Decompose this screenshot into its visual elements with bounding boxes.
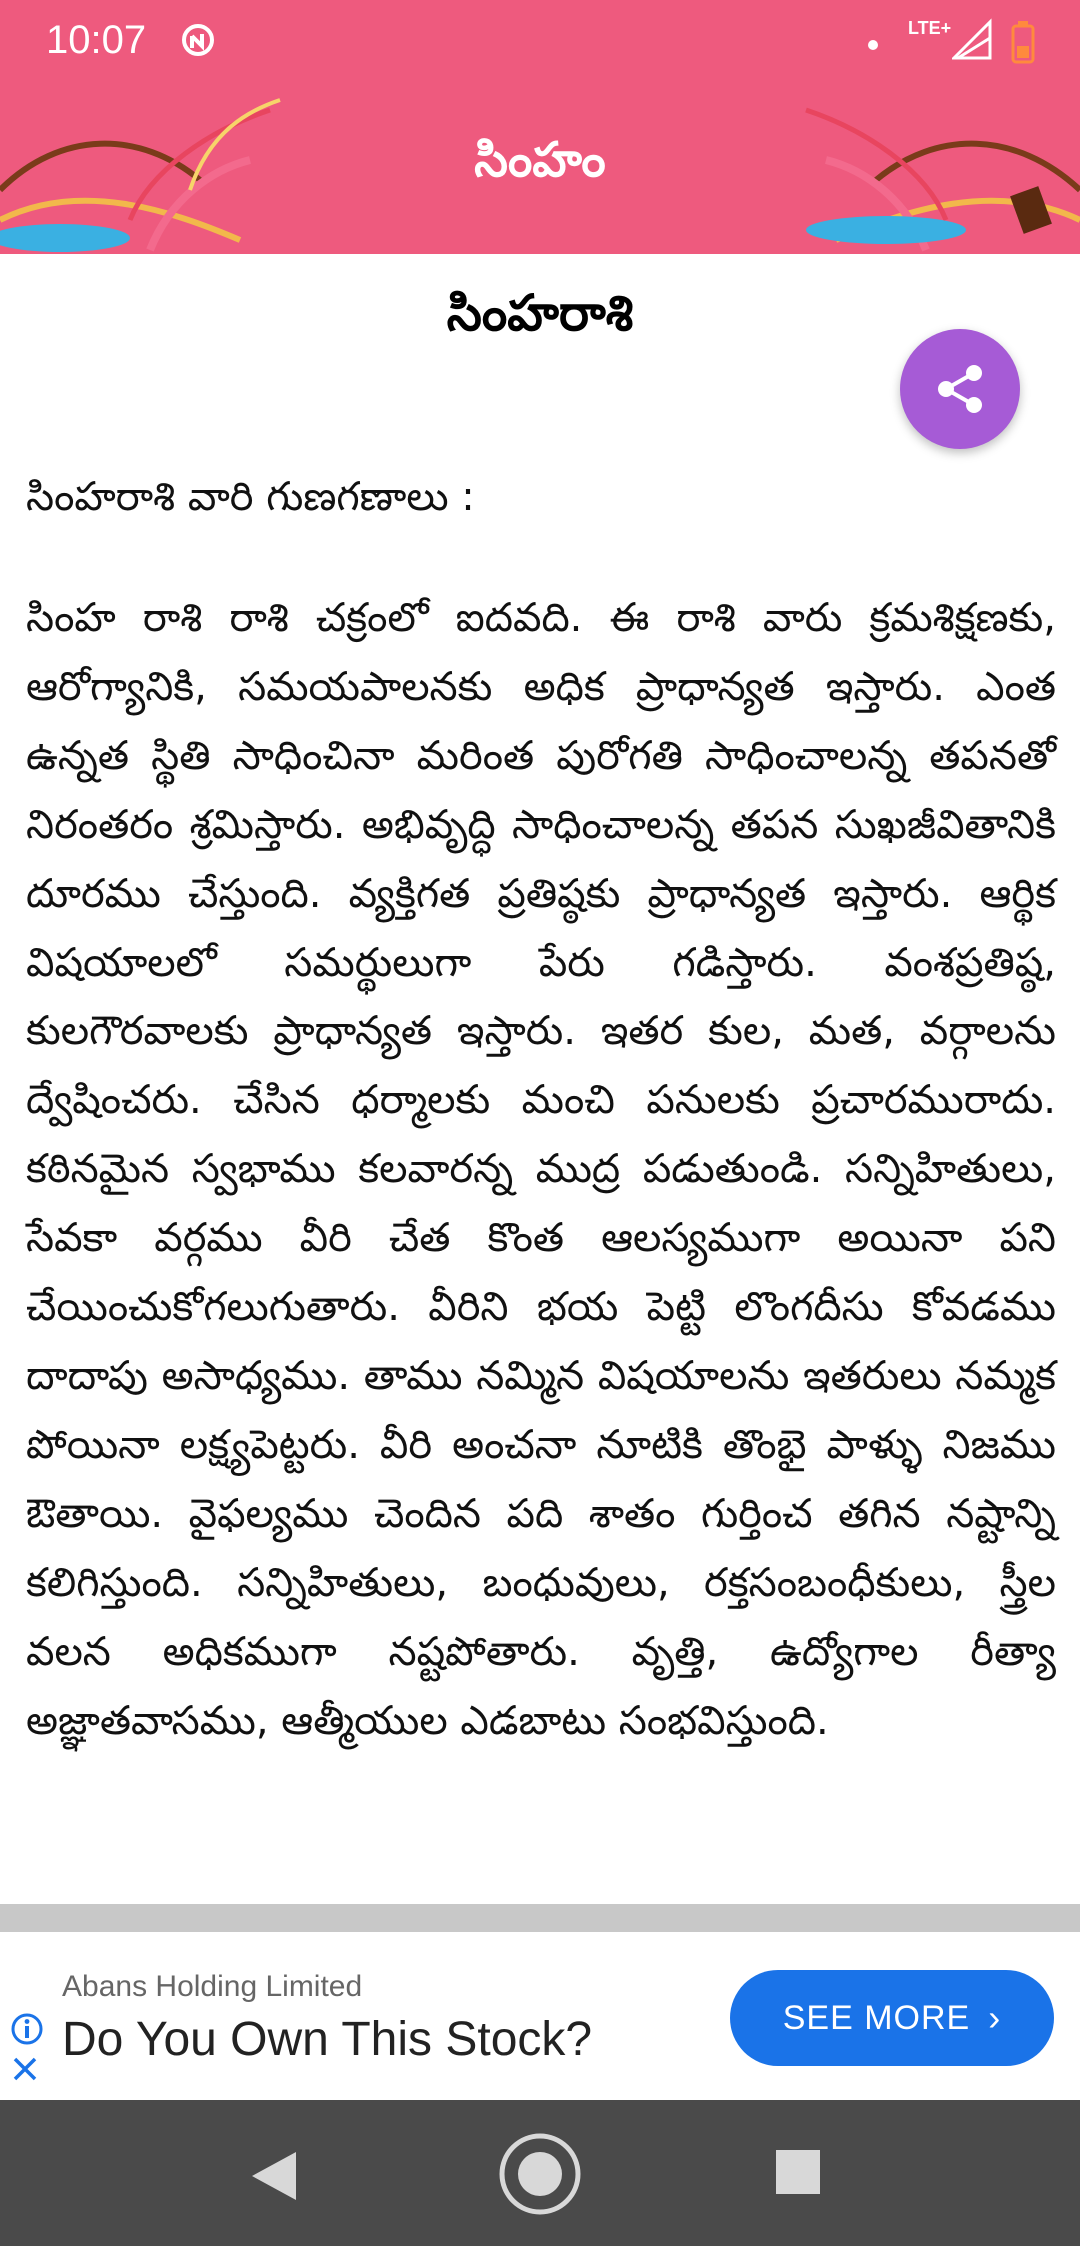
article-subheading: సింహరాశి వారి గుణగణాలు : (26, 474, 475, 520)
chevron-right-icon: › (988, 1997, 1002, 2038)
network-type: LTE+ (908, 18, 952, 38)
ad-headline[interactable]: Do You Own This Stock? (62, 2013, 593, 2066)
share-icon (930, 359, 990, 419)
status-time: 10:07 (46, 18, 147, 62)
ad-info-icon[interactable] (10, 2012, 44, 2046)
nav-back-icon[interactable] (246, 2148, 302, 2204)
ad-close-icon[interactable] (10, 2054, 40, 2084)
ad-divider (0, 1904, 1080, 1932)
ad-banner[interactable] (0, 1932, 1080, 2100)
notification-dot (868, 40, 878, 50)
ad-advertiser: Abans Holding Limited (62, 1970, 363, 2003)
app-header (0, 0, 1080, 254)
nav-home-icon[interactable] (498, 2132, 582, 2216)
system-nav-bar (0, 2100, 1080, 2246)
ad-cta-label: SEE MORE (782, 1998, 971, 2037)
article-content[interactable] (0, 254, 1080, 1904)
notification-app-icon (180, 22, 216, 58)
article-heading: సింహరాశి (446, 284, 634, 342)
share-button[interactable] (900, 329, 1020, 449)
signal-icon (952, 18, 992, 62)
app-title: సింహం (474, 132, 606, 188)
battery-icon (1010, 20, 1036, 64)
ad-cta-button[interactable] (730, 1970, 1054, 2066)
nav-recents-icon[interactable] (774, 2148, 822, 2196)
article-body: సింహ రాశి రాశి చక్రంలో ఐదవది. ఈ రాశి వారు క్రమశిక్షణకు, ఆరోగ్యానికి, సమయపాలనకు అధిక ప్రాధాన్యత ఇస్తారు. ఎంత ఉన్నత స్థితి సాధించినా మరింత పురోగతి సాధించాలన్న తపనతో నిరంతరం శ్రమిస్తారు. అభివృద్ధి సాధించాలన్న తపన సుఖజీవితానికి దూరము చేస్తుంది. వ్యక్తిగత ప్రతిష్ఠకు ప్రాధాన్యత ఇస్తారు. ఆర్థిక విషయాలలో సమర్థులుగా పేరు గడిస్తారు. వంశప్రతిష్ఠ, కులగౌరవాలకు ప్రాధాన్యత ఇస్తారు. ఇతర కుల, మత, వర్గాలను ద్వేషించరు. చేసిన ధర్మాలకు మంచి పనులకు ప్రచారమురాదు. కఠినమైన స్వభాము కలవారన్న ముద్ర పడుతుండి. సన్నిహితులు, సేవకా వర్గము వీరి చేత కొంత ఆలస్యముగా అయినా పని చేయించుకోగలుగుతారు. వీరిని భయ పెట్టి లొంగదీసు కోవడము దాదాపు అసాధ్యము. తాము నమ్మిన విషయాలను ఇతరులు నమ్మక పోయినా లక్ష్యపెట్టరు. వీరి అంచనా నూటికి తొంభై పాళ్ళు నిజము ఔతాయి. వైఫల్యము చెందిన పది శాతం గుర్తించ తగిన నష్టాన్ని కలిగిస్తుంది. సన్నిహితులు, బంధువులు, రక్తసంబంధీకులు, స్త్రీల వలన అధికముగా నష్టపోతారు. వృత్తి, ఉద్యోగాల రీత్యా అజ్ఞాతవాసము, ఆత్మీయుల ఎడబాటు సంభవిస్తుంది. (26, 595, 1056, 1744)
